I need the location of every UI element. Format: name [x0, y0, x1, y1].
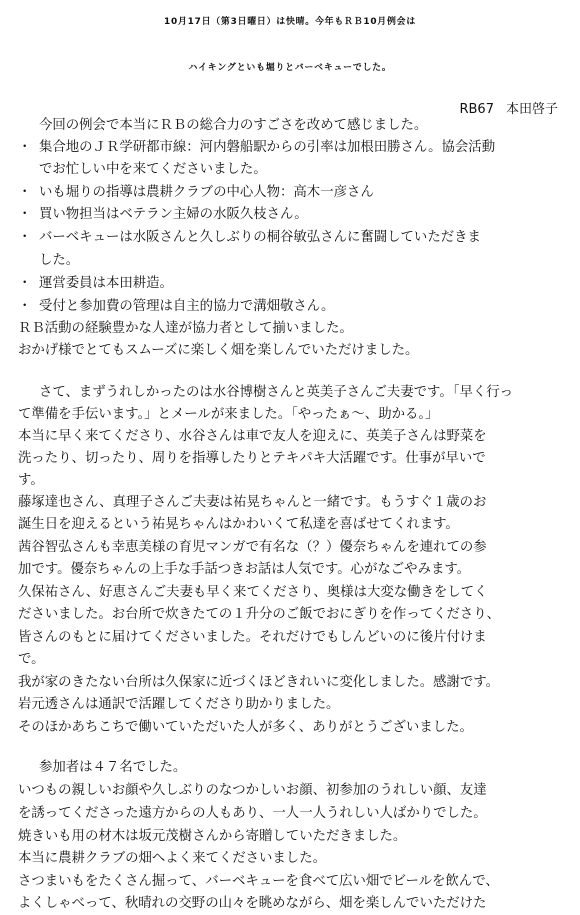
- text-line: 焼きいも用の材木は坂元茂樹さんから寄贈していただきました。: [18, 829, 407, 844]
- text-line: 加です。優奈ちゃんの上手な手話つきお話は人気です。心がなごやみます。: [18, 562, 471, 577]
- bullet-mark: ・: [18, 140, 32, 155]
- text-line: 久保祐さん、好恵さんご夫妻も早く来てくださり、奥様は大変な働きをしてく: [18, 585, 488, 600]
- text-line: 藤塚達也さん、真理子さんご夫妻は祐晃ちゃんと一緒です。もうすぐ１歳のお: [18, 495, 487, 510]
- bullet-mark: ・: [18, 207, 32, 222]
- paragraph-first-line: 参加者は４７名でした。: [39, 760, 187, 775]
- paragraph-first-line: さて、まずうれしかったのは水谷博樹さんと英美子さんご夫妻です。「早く行っ: [39, 385, 514, 400]
- text-line: で。: [18, 652, 45, 667]
- text-line: いつもの親しいお顔や久しぶりのなつかしいお顔、初参加のうれしい顔、友達: [18, 783, 487, 798]
- author-name: 本田啓子: [505, 102, 558, 117]
- author-id: RB67: [459, 102, 494, 117]
- text-line: さつまいもをたくさん掘って、バーベキューを食べて広い畑でビールを飲んで、: [18, 874, 499, 889]
- article-title-line-1: 10月17日（第3日曜日）は快晴。今年もＲＢ10月例会は: [164, 17, 416, 27]
- bullet-item: ・ バーベキューは水阪さんと久しぶりの桐谷敏弘さんに奮闘していただきま: [18, 227, 481, 249]
- text-line: て準備を手伝います。」とメールが来ました。「やったぁ～、助かる。」: [18, 407, 439, 422]
- text-line: 本当に早く来てくださり、水谷さんは車で友人を迎えに、英美子さんは野菜を: [18, 429, 487, 444]
- intro-paragraph: 今回の例会で本当にＲＢの総合力のすごさを改めて感じました。: [39, 118, 428, 133]
- bullet-item: ・ いも堀りの指導は農耕クラブの中心人物：高木一彦さん: [18, 182, 374, 204]
- text-line: 洗ったり、切ったり、周りを指導したりとテキパキ大活躍です。仕事が早いで: [18, 451, 486, 466]
- text-line: す。: [18, 473, 44, 488]
- bullet-item: ・ 買い物担当はベテラン主婦の水阪久枝さん。: [18, 204, 308, 226]
- bullet-mark: ・: [18, 276, 32, 291]
- bullet-item: ・ 運営委員は本田耕造。: [18, 273, 173, 295]
- bullet-item: ・ 集合地のＪＲ学研都市線：河内磐船駅からの引率は加根田勝さん。協会活動: [18, 137, 495, 159]
- text-line: 岩元透さんは通訳で活躍してくださり助かりました。: [18, 697, 340, 712]
- author-byline: [459, 98, 558, 117]
- text-line: 茜谷智弘さんも幸恵美様の育児マンガで有名な（？）優奈ちゃんを連れての参: [18, 540, 487, 555]
- text-line: 本当に農耕クラブの畑へよく来てくださいました。: [18, 851, 326, 866]
- article-title-line-2: ハイキングといも堀りとバーベキューでした。: [188, 63, 392, 73]
- text-line: おかげ様でとてもスムーズに楽しく畑を楽しんでいただけました。: [18, 343, 419, 358]
- bullet-mark: ・: [18, 299, 32, 314]
- bullet-mark: ・: [18, 230, 32, 245]
- bullet-item: ・ 受付と参加費の管理は自主的協力で溝畑敬さん。: [18, 296, 334, 318]
- text-line: 皆さんのもとに届けてくださいました。それだけでもしんどいのに後片付けま: [18, 630, 487, 645]
- text-line: ＲＢ活動の経験豊かな人達が協力者として揃いました。: [18, 321, 353, 336]
- text-line: を誘ってくださった遠方からの人もあり、一人一人うれしい人ばかりでした。: [18, 806, 487, 821]
- text-line: ださいました。お台所で炊きたての１升分のご飯でおにぎりを作ってくださり、: [18, 607, 501, 622]
- bullet-item-continuation: した。: [39, 253, 80, 268]
- text-line: 我が家のきたない台所は久保家に近づくほどきれいに変化しました。感謝です。: [18, 675, 499, 690]
- bullet-mark: ・: [18, 185, 32, 200]
- text-line: よくしゃべって、秋晴れの交野の山々を眺めながら、畑を楽しんでいただけた: [18, 896, 487, 911]
- text-line: 誕生日を迎えるという祐晃ちゃんはかわいくて私達を喜ばせてくれます。: [18, 517, 459, 532]
- text-line: そのほかあちこちで働いていただいた人が多く、ありがとうございました。: [18, 720, 473, 735]
- bullet-item-continuation: でお忙しい中を来てくださいました。: [39, 162, 267, 177]
